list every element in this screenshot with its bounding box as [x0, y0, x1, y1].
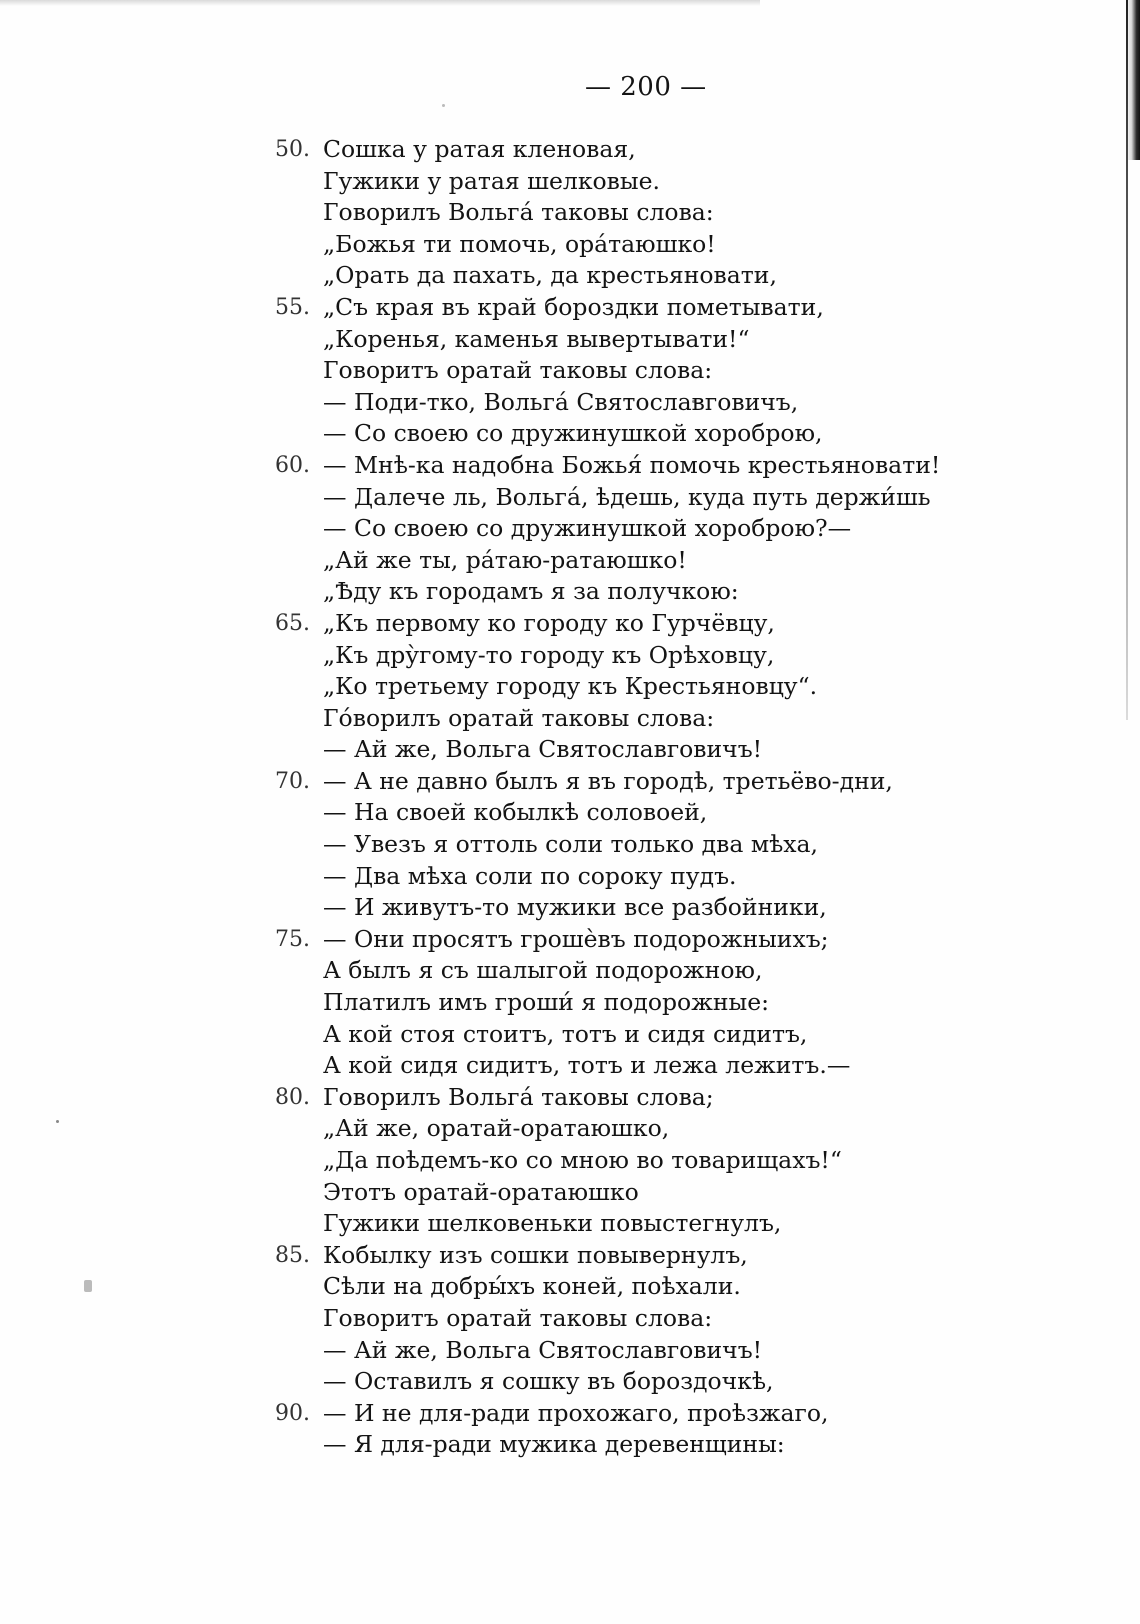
- verse-text: А кой сидя сидитъ, тотъ и лежа лежитъ.—: [323, 1051, 851, 1080]
- verse-text: Сошка у ратая кленовая,: [323, 135, 636, 163]
- verse-line: [275, 197, 1035, 229]
- verse-text: „Коренья, каменья вывертывати!“: [323, 324, 750, 353]
- line-number: 85.: [275, 1242, 310, 1268]
- verse-line: [275, 1429, 1035, 1461]
- verse-line: [275, 450, 1035, 482]
- verse-line: [275, 134, 1035, 166]
- line-number: 55.: [275, 294, 310, 320]
- verse-text: Кобылку изъ сошки повывернулъ,: [323, 1240, 748, 1269]
- verse-text: Платилъ имъ гроши́ я подорожные:: [323, 988, 770, 1017]
- poem-text: [275, 134, 1035, 1461]
- scan-top-shadow: [0, 0, 760, 6]
- scan-speck: [56, 1120, 59, 1123]
- verse-text: — Поди-тко, Вольга́ Святославговичъ,: [323, 387, 799, 416]
- verse-text: — Ай же, Вольга Святославговичъ!: [323, 735, 763, 764]
- verse-line: [275, 861, 1035, 893]
- verse-text: — Со своею со дружинушкой хороброю?—: [323, 514, 852, 543]
- scan-right-edge: [1126, 0, 1140, 160]
- verse-text: — Далече ль, Вольга́, ѣдешь, куда путь держи́шь: [323, 482, 931, 511]
- verse-line: [275, 797, 1035, 829]
- verse-line: [275, 1271, 1035, 1303]
- verse-line: [275, 1366, 1035, 1398]
- line-number: 80.: [275, 1084, 310, 1110]
- verse-line: [275, 1240, 1035, 1272]
- verse-line: [275, 640, 1035, 672]
- line-number: 70.: [275, 768, 310, 794]
- verse-text: — И не для-ради прохожаго, проѣзжаго,: [323, 1398, 829, 1427]
- verse-line: [275, 292, 1035, 324]
- verse-line: [275, 576, 1035, 608]
- verse-line: [275, 1303, 1035, 1335]
- verse-text: „Съ края въ край бороздки пометывати,: [323, 292, 824, 321]
- verse-line: [275, 1113, 1035, 1145]
- verse-line: [275, 1145, 1035, 1177]
- verse-line: [275, 608, 1035, 640]
- scan-right-edge-line: [1126, 0, 1128, 720]
- verse-line: [275, 987, 1035, 1019]
- verse-line: [275, 892, 1035, 924]
- page-number: — 200 —: [585, 72, 707, 102]
- verse-text: — На своей кобылкѣ соловоей,: [323, 798, 708, 827]
- verse-text: Гужики у ратая шелковые.: [323, 166, 660, 195]
- verse-line: [275, 1050, 1035, 1082]
- verse-text: „Ко третьему городу къ Крестьяновцу“.: [323, 672, 818, 701]
- verse-line: [275, 924, 1035, 956]
- verse-text: Этотъ оратай-оратаюшко: [323, 1177, 639, 1206]
- verse-text: „Божья ти помочь, ора́таюшко!: [323, 229, 716, 258]
- line-number: 60.: [275, 452, 310, 478]
- verse-line: [275, 355, 1035, 387]
- verse-line: [275, 545, 1035, 577]
- verse-line: [275, 829, 1035, 861]
- verse-line: [275, 734, 1035, 766]
- verse-line: [275, 955, 1035, 987]
- verse-text: „Къ дру̀гому-то городу къ Орѣховцу,: [323, 640, 775, 669]
- verse-text: „Да поѣдемъ-ко со мною во товарищахъ!“: [323, 1146, 842, 1174]
- verse-text: Говоритъ оратай таковы слова:: [323, 356, 713, 385]
- verse-line: [275, 324, 1035, 356]
- verse-line: [275, 1019, 1035, 1051]
- verse-text: — Мнѣ-ка надобна Божья́ помочь крестьяновати!: [323, 450, 941, 479]
- verse-text: — Два мѣха соли по сороку пудъ.: [323, 861, 737, 890]
- verse-text: „Орать да пахать, да крестьяновати,: [323, 261, 777, 290]
- scan-speck: [84, 1280, 92, 1292]
- verse-text: „Ай же, оратай-оратаюшко,: [323, 1114, 670, 1143]
- verse-text: Сѣли на добры́хъ коней, поѣхали.: [323, 1272, 741, 1301]
- verse-text: — Они просятъ грошѐвъ подорожныихъ;: [323, 924, 829, 953]
- verse-line: [275, 1208, 1035, 1240]
- verse-text: Гужики шелковеньки повыстегнулъ,: [323, 1209, 782, 1238]
- verse-text: А былъ я съ шалыгой подорожною,: [323, 956, 763, 985]
- verse-line: [275, 229, 1035, 261]
- line-number: 50.: [275, 137, 310, 162]
- verse-text: А кой стоя стоитъ, тотъ и сидя сидитъ,: [323, 1019, 808, 1048]
- verse-line: [275, 418, 1035, 450]
- verse-line: [275, 387, 1035, 419]
- verse-text: — Со своею со дружинушкой хороброю,: [323, 419, 823, 448]
- verse-text: — Ай же, Вольга Святославговичъ!: [323, 1335, 763, 1364]
- verse-text: „Къ первому ко городу ко Гурчёвцу,: [323, 608, 775, 637]
- verse-text: — Я для-ради мужика деревенщины:: [323, 1430, 785, 1459]
- verse-line: [275, 703, 1035, 735]
- verse-line: [275, 671, 1035, 703]
- verse-text: „Ай же ты, ра́таю-ратаюшко!: [323, 545, 687, 574]
- verse-text: — А не давно былъ я въ городѣ, третьёво-дни,: [323, 766, 893, 795]
- verse-text: „Ѣду къ городамъ я за получкою:: [323, 577, 739, 606]
- verse-text: — Увезъ я оттоль соли только два мѣха,: [323, 830, 819, 859]
- verse-line: [275, 1082, 1035, 1114]
- line-number: 90.: [275, 1400, 310, 1426]
- verse-line: [275, 513, 1035, 545]
- line-number: 65.: [275, 610, 310, 636]
- verse-line: [275, 166, 1035, 198]
- verse-line: [275, 766, 1035, 798]
- verse-text: Говорилъ Вольга́ таковы слова;: [323, 1082, 714, 1111]
- verse-line: [275, 1177, 1035, 1209]
- verse-line: [275, 482, 1035, 514]
- verse-text: Го́ворилъ оратай таковы слова:: [323, 703, 715, 732]
- verse-line: [275, 1335, 1035, 1367]
- verse-text: — И живутъ-то мужики все разбойники,: [323, 893, 827, 922]
- verse-line: [275, 1398, 1035, 1430]
- verse-text: Говоритъ оратай таковы слова:: [323, 1303, 713, 1332]
- verse-text: — Оставилъ я сошку въ бороздочкѣ,: [323, 1367, 774, 1396]
- verse-line: [275, 260, 1035, 292]
- line-number: 75.: [275, 926, 310, 952]
- scan-speck: [442, 104, 445, 107]
- verse-text: Говорилъ Вольга́ таковы слова:: [323, 198, 714, 227]
